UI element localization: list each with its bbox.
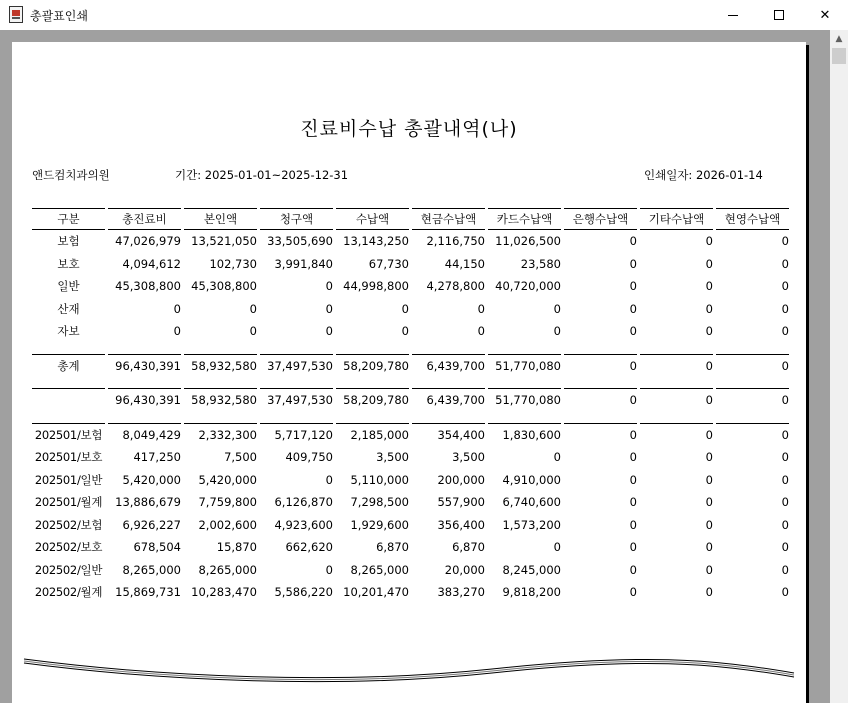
cell-value: 0 bbox=[781, 427, 789, 442]
cell-value: 4,910,000 bbox=[502, 472, 561, 487]
table-divider bbox=[32, 412, 789, 424]
cell-value: 37,497,530 bbox=[267, 393, 333, 408]
cell-value: 356,400 bbox=[437, 517, 485, 532]
cell-value: 0 bbox=[781, 495, 789, 510]
summary-row bbox=[32, 389, 789, 412]
cell-value: 4,094,612 bbox=[122, 256, 181, 271]
cell-value: 8,265,000 bbox=[198, 562, 257, 577]
close-icon: ✕ bbox=[819, 7, 831, 23]
cell-value: 0 bbox=[173, 301, 181, 316]
cell-value: 0 bbox=[705, 393, 713, 408]
cell-value: 0 bbox=[249, 301, 257, 316]
cell-value: 0 bbox=[705, 562, 713, 577]
cell-value: 2,116,750 bbox=[426, 234, 485, 249]
cell-value: 51,770,080 bbox=[495, 393, 561, 408]
table-row bbox=[32, 320, 789, 343]
cell-value: 0 bbox=[705, 301, 713, 316]
app-icon bbox=[9, 6, 23, 23]
cell-value: 7,500 bbox=[224, 450, 257, 465]
cell-value: 0 bbox=[781, 301, 789, 316]
cell-value: 15,870 bbox=[216, 540, 257, 555]
cell-value: 6,870 bbox=[452, 540, 485, 555]
cell-value: 0 bbox=[629, 256, 637, 271]
cell-value: 3,991,840 bbox=[274, 256, 333, 271]
row-label: 202501/월계 bbox=[34, 495, 103, 510]
cell-value: 5,110,000 bbox=[350, 472, 409, 487]
cell-value: 0 bbox=[325, 562, 333, 577]
column-header: 구분 bbox=[32, 208, 105, 230]
cell-value: 5,420,000 bbox=[198, 472, 257, 487]
table-row bbox=[32, 298, 789, 321]
cell-value: 8,265,000 bbox=[350, 562, 409, 577]
cell-value: 37,497,530 bbox=[267, 358, 333, 373]
cell-value: 102,730 bbox=[209, 256, 257, 271]
cell-value: 200,000 bbox=[437, 472, 485, 487]
cell-value: 0 bbox=[705, 279, 713, 294]
cell-value: 0 bbox=[173, 324, 181, 339]
cell-value: 0 bbox=[629, 234, 637, 249]
cell-value: 662,620 bbox=[285, 540, 333, 555]
cell-value: 6,439,700 bbox=[426, 358, 485, 373]
page-break-wave bbox=[12, 647, 806, 687]
cell-value: 0 bbox=[629, 301, 637, 316]
row-label: 202502/일반 bbox=[34, 562, 103, 577]
table-row bbox=[32, 230, 789, 253]
cell-value: 0 bbox=[629, 517, 637, 532]
row-label bbox=[32, 389, 105, 412]
print-date: 인쇄일자: 2026-01-14 bbox=[644, 168, 763, 182]
cell-value: 0 bbox=[629, 495, 637, 510]
cell-value: 0 bbox=[705, 256, 713, 271]
cell-value: 0 bbox=[705, 427, 713, 442]
cell-value: 557,900 bbox=[437, 495, 485, 510]
cell-value: 47,026,979 bbox=[115, 234, 181, 249]
cell-value: 8,245,000 bbox=[502, 562, 561, 577]
row-label: 보호 bbox=[57, 256, 80, 271]
cell-value: 0 bbox=[629, 540, 637, 555]
cell-value: 0 bbox=[629, 472, 637, 487]
cell-value: 7,759,800 bbox=[198, 495, 257, 510]
cell-value: 6,740,600 bbox=[502, 495, 561, 510]
cell-value: 10,283,470 bbox=[191, 585, 257, 600]
cell-value: 0 bbox=[629, 562, 637, 577]
row-label: 202501/일반 bbox=[34, 472, 103, 487]
vertical-scrollbar[interactable] bbox=[830, 30, 848, 703]
cell-value: 1,830,600 bbox=[502, 427, 561, 442]
cell-value: 20,000 bbox=[444, 562, 485, 577]
cell-value: 0 bbox=[477, 324, 485, 339]
cell-value: 0 bbox=[401, 301, 409, 316]
monthly-row bbox=[32, 446, 789, 469]
cell-value: 45,308,800 bbox=[115, 279, 181, 294]
minimize-button[interactable] bbox=[710, 0, 756, 30]
cell-value: 0 bbox=[781, 517, 789, 532]
cell-value: 0 bbox=[781, 450, 789, 465]
monthly-row bbox=[32, 559, 789, 582]
cell-value: 23,580 bbox=[520, 256, 561, 271]
cell-value: 0 bbox=[705, 358, 713, 373]
summary-table bbox=[32, 208, 789, 604]
cell-value: 0 bbox=[553, 324, 561, 339]
row-label: 보험 bbox=[57, 234, 80, 249]
cell-value: 0 bbox=[781, 540, 789, 555]
cell-value: 6,439,700 bbox=[426, 393, 485, 408]
maximize-button[interactable] bbox=[756, 0, 802, 30]
cell-value: 0 bbox=[629, 585, 637, 600]
table-divider bbox=[32, 377, 789, 389]
cell-value: 7,298,500 bbox=[350, 495, 409, 510]
column-header: 기타수납액 bbox=[640, 208, 713, 230]
cell-value: 0 bbox=[705, 495, 713, 510]
cell-value: 5,420,000 bbox=[122, 472, 181, 487]
cell-value: 678,504 bbox=[133, 540, 181, 555]
cell-value: 0 bbox=[629, 279, 637, 294]
cell-value: 0 bbox=[705, 234, 713, 249]
row-label: 202501/보험 bbox=[34, 427, 103, 442]
cell-value: 0 bbox=[781, 393, 789, 408]
cell-value: 58,932,580 bbox=[191, 358, 257, 373]
report-page bbox=[12, 42, 806, 703]
column-header: 총진료비 bbox=[108, 208, 181, 230]
cell-value: 9,818,200 bbox=[502, 585, 561, 600]
cell-value: 0 bbox=[705, 450, 713, 465]
cell-value: 5,717,120 bbox=[274, 427, 333, 442]
row-label: 202502/보험 bbox=[34, 517, 103, 532]
column-header: 현영수납액 bbox=[716, 208, 789, 230]
cell-value: 417,250 bbox=[133, 450, 181, 465]
row-label: 산재 bbox=[57, 301, 80, 316]
clinic-name: 앤드컴치과의원 bbox=[32, 168, 110, 182]
cell-value: 4,923,600 bbox=[274, 517, 333, 532]
cell-value: 51,770,080 bbox=[495, 358, 561, 373]
scroll-up-arrow-icon[interactable]: ▲ bbox=[835, 33, 843, 44]
row-label: 자보 bbox=[57, 324, 80, 339]
cell-value: 40,720,000 bbox=[495, 279, 561, 294]
monthly-row bbox=[32, 469, 789, 492]
table-divider bbox=[32, 343, 789, 355]
monthly-row bbox=[32, 424, 789, 447]
cell-value: 0 bbox=[629, 358, 637, 373]
cell-value: 58,209,780 bbox=[343, 393, 409, 408]
cell-value: 0 bbox=[705, 472, 713, 487]
cell-value: 2,002,600 bbox=[198, 517, 257, 532]
row-label: 202502/월계 bbox=[34, 585, 103, 600]
cell-value: 13,886,679 bbox=[115, 495, 181, 510]
cell-value: 0 bbox=[781, 279, 789, 294]
cell-value: 67,730 bbox=[368, 256, 409, 271]
window-title: 총괄표인쇄 bbox=[30, 9, 88, 23]
cell-value: 0 bbox=[629, 393, 637, 408]
row-label: 일반 bbox=[57, 279, 80, 294]
cell-value: 10,201,470 bbox=[343, 585, 409, 600]
cell-value: 0 bbox=[705, 540, 713, 555]
cell-value: 0 bbox=[477, 301, 485, 316]
total-row bbox=[32, 355, 789, 378]
report-title: 진료비수납 총괄내역(나) bbox=[300, 118, 518, 140]
column-header: 본인액 bbox=[184, 208, 257, 230]
cell-value: 44,150 bbox=[444, 256, 485, 271]
cell-value: 0 bbox=[325, 324, 333, 339]
table-row bbox=[32, 253, 789, 276]
cell-value: 58,209,780 bbox=[343, 358, 409, 373]
column-header: 현금수납액 bbox=[412, 208, 485, 230]
cell-value: 0 bbox=[781, 358, 789, 373]
cell-value: 96,430,391 bbox=[115, 358, 181, 373]
cell-value: 0 bbox=[629, 450, 637, 465]
cell-value: 1,573,200 bbox=[502, 517, 561, 532]
cell-value: 3,500 bbox=[376, 450, 409, 465]
table-row bbox=[32, 275, 789, 298]
cell-value: 0 bbox=[325, 301, 333, 316]
cell-value: 0 bbox=[705, 324, 713, 339]
cell-value: 33,505,690 bbox=[267, 234, 333, 249]
column-header: 수납액 bbox=[336, 208, 409, 230]
row-label: 202502/보호 bbox=[34, 540, 103, 555]
cell-value: 0 bbox=[781, 324, 789, 339]
cell-value: 383,270 bbox=[437, 585, 485, 600]
cell-value: 0 bbox=[629, 324, 637, 339]
column-header: 카드수납액 bbox=[488, 208, 561, 230]
cell-value: 13,143,250 bbox=[343, 234, 409, 249]
monthly-row bbox=[32, 491, 789, 514]
scroll-thumb[interactable] bbox=[832, 48, 846, 64]
column-header: 은행수납액 bbox=[564, 208, 637, 230]
title-bar bbox=[0, 0, 848, 30]
cell-value: 0 bbox=[325, 472, 333, 487]
cell-value: 1,929,600 bbox=[350, 517, 409, 532]
minimize-icon bbox=[728, 15, 738, 16]
cell-value: 0 bbox=[553, 450, 561, 465]
cell-value: 96,430,391 bbox=[115, 393, 181, 408]
row-label: 총계 bbox=[57, 358, 80, 373]
monthly-row bbox=[32, 514, 789, 537]
cell-value: 58,932,580 bbox=[191, 393, 257, 408]
cell-value: 8,265,000 bbox=[122, 562, 181, 577]
cell-value: 0 bbox=[249, 324, 257, 339]
maximize-icon bbox=[774, 10, 784, 20]
cell-value: 0 bbox=[553, 540, 561, 555]
cell-value: 5,586,220 bbox=[274, 585, 333, 600]
cell-value: 6,126,870 bbox=[274, 495, 333, 510]
cell-value: 0 bbox=[781, 562, 789, 577]
cell-value: 0 bbox=[553, 301, 561, 316]
cell-value: 45,308,800 bbox=[191, 279, 257, 294]
print-preview-area bbox=[0, 30, 830, 703]
cell-value: 4,278,800 bbox=[426, 279, 485, 294]
cell-value: 0 bbox=[401, 324, 409, 339]
monthly-row bbox=[32, 581, 789, 604]
cell-value: 2,185,000 bbox=[350, 427, 409, 442]
cell-value: 11,026,500 bbox=[495, 234, 561, 249]
cell-value: 0 bbox=[705, 517, 713, 532]
cell-value: 6,926,227 bbox=[122, 517, 181, 532]
cell-value: 0 bbox=[629, 427, 637, 442]
cell-value: 0 bbox=[781, 256, 789, 271]
cell-value: 0 bbox=[705, 585, 713, 600]
cell-value: 3,500 bbox=[452, 450, 485, 465]
column-header: 청구액 bbox=[260, 208, 333, 230]
cell-value: 0 bbox=[781, 585, 789, 600]
close-button[interactable] bbox=[802, 0, 848, 30]
cell-value: 15,869,731 bbox=[115, 585, 181, 600]
cell-value: 8,049,429 bbox=[122, 427, 181, 442]
cell-value: 2,332,300 bbox=[198, 427, 257, 442]
table-header-row bbox=[32, 208, 789, 230]
monthly-row bbox=[32, 536, 789, 559]
report-period: 기간: 2025-01-01~2025-12-31 bbox=[175, 168, 349, 182]
cell-value: 44,998,800 bbox=[343, 279, 409, 294]
cell-value: 13,521,050 bbox=[191, 234, 257, 249]
cell-value: 0 bbox=[781, 234, 789, 249]
cell-value: 6,870 bbox=[376, 540, 409, 555]
cell-value: 354,400 bbox=[437, 427, 485, 442]
cell-value: 409,750 bbox=[285, 450, 333, 465]
cell-value: 0 bbox=[325, 279, 333, 294]
cell-value: 0 bbox=[781, 472, 789, 487]
row-label: 202501/보호 bbox=[34, 450, 103, 465]
